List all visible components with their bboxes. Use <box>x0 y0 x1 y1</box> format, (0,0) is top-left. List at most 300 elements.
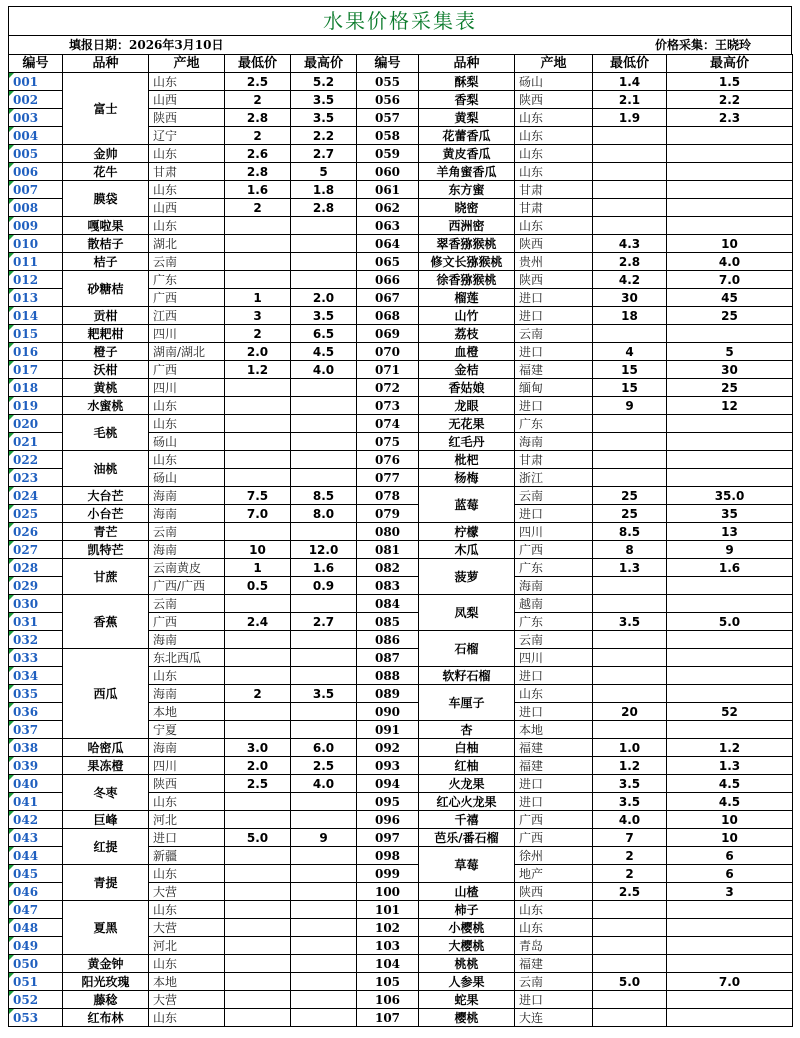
right-min-price-cell: 1.2 <box>593 757 667 775</box>
left-id-cell: 013 <box>9 289 63 307</box>
fill-date: 填报日期：2026年3月10日 <box>69 38 224 52</box>
right-min-price-cell: 2 <box>593 847 667 865</box>
left-origin-cell: 陕西 <box>149 109 225 127</box>
left-max-price-cell: 6.0 <box>291 739 357 757</box>
table-row <box>9 235 793 253</box>
right-variety-cell: 晓密 <box>419 199 515 217</box>
left-origin-cell: 海南 <box>149 685 225 703</box>
left-min-price-cell <box>225 253 291 271</box>
left-origin-cell: 山东 <box>149 73 225 91</box>
left-variety-cell: 沃柑 <box>63 361 149 379</box>
left-min-price-cell <box>225 793 291 811</box>
left-min-price-cell: 2 <box>225 325 291 343</box>
right-min-price-cell <box>593 1009 667 1027</box>
right-min-price-cell: 25 <box>593 487 667 505</box>
left-max-price-cell <box>291 415 357 433</box>
right-variety-cell: 车厘子 <box>419 685 515 721</box>
table-row <box>9 271 793 289</box>
table-row <box>9 379 793 397</box>
left-variety-cell: 桔子 <box>63 253 149 271</box>
table-row <box>9 541 793 559</box>
left-origin-cell: 宁夏 <box>149 721 225 739</box>
left-id-cell: 035 <box>9 685 63 703</box>
left-origin-cell: 湖南/湖北 <box>149 343 225 361</box>
left-id-cell: 026 <box>9 523 63 541</box>
right-origin-cell: 陕西 <box>515 883 593 901</box>
left-origin-cell: 山东 <box>149 397 225 415</box>
right-id-cell: 091 <box>357 721 419 739</box>
header-max-left: 最高价 <box>291 55 357 73</box>
right-variety-cell: 柠檬 <box>419 523 515 541</box>
right-id-cell: 094 <box>357 775 419 793</box>
right-max-price-cell <box>667 577 793 595</box>
right-max-price-cell: 45 <box>667 289 793 307</box>
left-variety-cell: 砂糖桔 <box>63 271 149 307</box>
right-min-price-cell: 8.5 <box>593 523 667 541</box>
right-max-price-cell <box>667 955 793 973</box>
right-max-price-cell: 4.0 <box>667 253 793 271</box>
right-id-cell: 106 <box>357 991 419 1009</box>
right-id-cell: 082 <box>357 559 419 577</box>
right-variety-cell: 东方蜜 <box>419 181 515 199</box>
right-min-price-cell <box>593 469 667 487</box>
right-variety-cell: 千禧 <box>419 811 515 829</box>
right-variety-cell: 杏 <box>419 721 515 739</box>
left-id-cell: 019 <box>9 397 63 415</box>
left-min-price-cell <box>225 235 291 253</box>
right-origin-cell: 贵州 <box>515 253 593 271</box>
left-id-cell: 043 <box>9 829 63 847</box>
left-id-cell: 017 <box>9 361 63 379</box>
right-id-cell: 060 <box>357 163 419 181</box>
left-id-cell: 053 <box>9 1009 63 1027</box>
right-max-price-cell: 35.0 <box>667 487 793 505</box>
table-row <box>9 955 793 973</box>
right-origin-cell: 福建 <box>515 739 593 757</box>
right-origin-cell: 陕西 <box>515 271 593 289</box>
right-origin-cell: 陕西 <box>515 91 593 109</box>
left-max-price-cell: 0.9 <box>291 577 357 595</box>
left-origin-cell: 广西 <box>149 289 225 307</box>
left-id-cell: 003 <box>9 109 63 127</box>
left-origin-cell: 海南 <box>149 487 225 505</box>
right-origin-cell: 云南 <box>515 973 593 991</box>
left-origin-cell: 山东 <box>149 451 225 469</box>
table-row <box>9 361 793 379</box>
right-max-price-cell: 1.2 <box>667 739 793 757</box>
right-max-price-cell: 6 <box>667 865 793 883</box>
left-variety-cell: 黄金钟 <box>63 955 149 973</box>
right-origin-cell: 进口 <box>515 775 593 793</box>
left-origin-cell: 山东 <box>149 217 225 235</box>
left-max-price-cell <box>291 379 357 397</box>
left-min-price-cell: 5.0 <box>225 829 291 847</box>
left-variety-cell: 果冻橙 <box>63 757 149 775</box>
left-max-price-cell: 12.0 <box>291 541 357 559</box>
left-min-price-cell <box>225 433 291 451</box>
right-min-price-cell: 2 <box>593 865 667 883</box>
right-variety-cell: 人参果 <box>419 973 515 991</box>
right-id-cell: 085 <box>357 613 419 631</box>
right-id-cell: 076 <box>357 451 419 469</box>
left-id-cell: 007 <box>9 181 63 199</box>
right-min-price-cell <box>593 145 667 163</box>
right-max-price-cell: 35 <box>667 505 793 523</box>
left-origin-cell: 砀山 <box>149 469 225 487</box>
table-row <box>9 901 793 919</box>
header-id-right: 编号 <box>357 55 419 73</box>
right-variety-cell: 荔枝 <box>419 325 515 343</box>
right-id-cell: 099 <box>357 865 419 883</box>
sheet-subheader <box>8 35 792 54</box>
right-origin-cell: 福建 <box>515 955 593 973</box>
left-min-price-cell <box>225 901 291 919</box>
right-origin-cell: 海南 <box>515 577 593 595</box>
right-min-price-cell <box>593 433 667 451</box>
right-min-price-cell: 8 <box>593 541 667 559</box>
right-origin-cell: 砀山 <box>515 73 593 91</box>
table-row <box>9 757 793 775</box>
right-id-cell: 072 <box>357 379 419 397</box>
right-id-cell: 092 <box>357 739 419 757</box>
right-max-price-cell: 10 <box>667 829 793 847</box>
left-max-price-cell <box>291 523 357 541</box>
left-max-price-cell: 8.0 <box>291 505 357 523</box>
left-id-cell: 050 <box>9 955 63 973</box>
right-origin-cell: 进口 <box>515 397 593 415</box>
left-min-price-cell <box>225 865 291 883</box>
right-origin-cell: 青岛 <box>515 937 593 955</box>
table-header-row <box>9 55 793 73</box>
right-id-cell: 084 <box>357 595 419 613</box>
left-max-price-cell: 2.0 <box>291 289 357 307</box>
right-max-price-cell <box>667 1009 793 1027</box>
left-variety-cell: 水蜜桃 <box>63 397 149 415</box>
right-origin-cell: 山东 <box>515 109 593 127</box>
left-origin-cell: 山东 <box>149 1009 225 1027</box>
right-min-price-cell: 4 <box>593 343 667 361</box>
left-origin-cell: 云南 <box>149 595 225 613</box>
right-min-price-cell <box>593 415 667 433</box>
left-origin-cell: 山西 <box>149 199 225 217</box>
right-variety-cell: 石榴 <box>419 631 515 667</box>
right-variety-cell: 黄梨 <box>419 109 515 127</box>
table-row <box>9 811 793 829</box>
right-variety-cell: 山楂 <box>419 883 515 901</box>
right-origin-cell: 云南 <box>515 325 593 343</box>
right-origin-cell: 越南 <box>515 595 593 613</box>
header-min-right: 最低价 <box>593 55 667 73</box>
right-id-cell: 061 <box>357 181 419 199</box>
right-max-price-cell: 2.2 <box>667 91 793 109</box>
left-max-price-cell: 5 <box>291 163 357 181</box>
right-origin-cell: 进口 <box>515 505 593 523</box>
right-id-cell: 087 <box>357 649 419 667</box>
right-id-cell: 090 <box>357 703 419 721</box>
right-max-price-cell <box>667 721 793 739</box>
right-variety-cell: 无花果 <box>419 415 515 433</box>
right-max-price-cell <box>667 163 793 181</box>
left-origin-cell: 山东 <box>149 955 225 973</box>
right-origin-cell: 缅甸 <box>515 379 593 397</box>
left-min-price-cell <box>225 955 291 973</box>
left-variety-cell: 藤稔 <box>63 991 149 1009</box>
left-id-cell: 029 <box>9 577 63 595</box>
left-id-cell: 045 <box>9 865 63 883</box>
left-min-price-cell <box>225 919 291 937</box>
right-id-cell: 098 <box>357 847 419 865</box>
left-max-price-cell: 2.2 <box>291 127 357 145</box>
left-min-price-cell: 7.5 <box>225 487 291 505</box>
right-origin-cell: 徐州 <box>515 847 593 865</box>
left-min-price-cell: 1 <box>225 559 291 577</box>
right-min-price-cell <box>593 649 667 667</box>
table-row <box>9 307 793 325</box>
left-max-price-cell: 2.5 <box>291 757 357 775</box>
left-origin-cell: 山东 <box>149 865 225 883</box>
right-max-price-cell <box>667 685 793 703</box>
table-row <box>9 1009 793 1027</box>
right-origin-cell: 山东 <box>515 127 593 145</box>
right-id-cell: 066 <box>357 271 419 289</box>
header-min-left: 最低价 <box>225 55 291 73</box>
left-min-price-cell <box>225 1009 291 1027</box>
right-origin-cell: 地产 <box>515 865 593 883</box>
right-max-price-cell <box>667 451 793 469</box>
left-origin-cell: 广西 <box>149 613 225 631</box>
left-origin-cell: 广西/广西 <box>149 577 225 595</box>
right-variety-cell: 龙眼 <box>419 397 515 415</box>
left-origin-cell: 本地 <box>149 703 225 721</box>
left-id-cell: 046 <box>9 883 63 901</box>
right-id-cell: 102 <box>357 919 419 937</box>
left-max-price-cell <box>291 433 357 451</box>
right-variety-cell: 柿子 <box>419 901 515 919</box>
left-id-cell: 016 <box>9 343 63 361</box>
right-max-price-cell <box>667 901 793 919</box>
left-variety-cell: 散桔子 <box>63 235 149 253</box>
left-max-price-cell <box>291 865 357 883</box>
right-origin-cell: 陕西 <box>515 235 593 253</box>
right-max-price-cell: 13 <box>667 523 793 541</box>
left-min-price-cell: 0.5 <box>225 577 291 595</box>
table-row <box>9 451 793 469</box>
table-row <box>9 649 793 667</box>
right-id-cell: 103 <box>357 937 419 955</box>
left-variety-cell: 红布林 <box>63 1009 149 1027</box>
left-max-price-cell <box>291 649 357 667</box>
right-variety-cell: 红毛丹 <box>419 433 515 451</box>
left-min-price-cell: 1 <box>225 289 291 307</box>
right-max-price-cell <box>667 991 793 1009</box>
left-variety-cell: 贡柑 <box>63 307 149 325</box>
left-max-price-cell: 2.7 <box>291 145 357 163</box>
right-min-price-cell <box>593 127 667 145</box>
right-min-price-cell <box>593 451 667 469</box>
left-variety-cell: 冬枣 <box>63 775 149 811</box>
left-max-price-cell: 5.2 <box>291 73 357 91</box>
left-origin-cell: 海南 <box>149 505 225 523</box>
left-id-cell: 023 <box>9 469 63 487</box>
left-max-price-cell: 3.5 <box>291 91 357 109</box>
left-max-price-cell <box>291 397 357 415</box>
left-min-price-cell: 2 <box>225 199 291 217</box>
right-id-cell: 077 <box>357 469 419 487</box>
left-max-price-cell: 4.0 <box>291 775 357 793</box>
right-id-cell: 056 <box>357 91 419 109</box>
left-variety-cell: 小台芒 <box>63 505 149 523</box>
left-max-price-cell: 2.8 <box>291 199 357 217</box>
right-variety-cell: 酥梨 <box>419 73 515 91</box>
right-max-price-cell: 30 <box>667 361 793 379</box>
left-id-cell: 033 <box>9 649 63 667</box>
right-origin-cell: 山东 <box>515 217 593 235</box>
left-min-price-cell <box>225 847 291 865</box>
right-min-price-cell <box>593 577 667 595</box>
right-max-price-cell: 1.6 <box>667 559 793 577</box>
right-origin-cell: 大连 <box>515 1009 593 1027</box>
left-min-price-cell: 2.8 <box>225 163 291 181</box>
right-min-price-cell <box>593 685 667 703</box>
right-id-cell: 069 <box>357 325 419 343</box>
left-min-price-cell: 3.0 <box>225 739 291 757</box>
right-origin-cell: 甘肃 <box>515 451 593 469</box>
right-id-cell: 078 <box>357 487 419 505</box>
right-min-price-cell <box>593 937 667 955</box>
left-max-price-cell: 3.5 <box>291 109 357 127</box>
left-max-price-cell: 4.5 <box>291 343 357 361</box>
left-max-price-cell <box>291 595 357 613</box>
left-variety-cell: 膜袋 <box>63 181 149 217</box>
left-variety-cell: 西瓜 <box>63 649 149 739</box>
right-id-cell: 089 <box>357 685 419 703</box>
right-id-cell: 057 <box>357 109 419 127</box>
right-variety-cell: 金桔 <box>419 361 515 379</box>
right-variety-cell: 火龙果 <box>419 775 515 793</box>
header-variety-right: 品种 <box>419 55 515 73</box>
right-variety-cell: 西洲密 <box>419 217 515 235</box>
left-origin-cell: 山东 <box>149 793 225 811</box>
right-origin-cell: 云南 <box>515 487 593 505</box>
right-max-price-cell <box>667 919 793 937</box>
right-min-price-cell <box>593 721 667 739</box>
right-id-cell: 079 <box>357 505 419 523</box>
left-id-cell: 018 <box>9 379 63 397</box>
table-row <box>9 505 793 523</box>
left-max-price-cell <box>291 217 357 235</box>
left-origin-cell: 云南黄皮 <box>149 559 225 577</box>
left-id-cell: 041 <box>9 793 63 811</box>
table-row <box>9 829 793 847</box>
left-id-cell: 037 <box>9 721 63 739</box>
right-min-price-cell: 3.5 <box>593 793 667 811</box>
right-origin-cell: 福建 <box>515 757 593 775</box>
right-max-price-cell <box>667 667 793 685</box>
left-origin-cell: 四川 <box>149 757 225 775</box>
left-min-price-cell <box>225 937 291 955</box>
right-max-price-cell: 52 <box>667 703 793 721</box>
left-max-price-cell <box>291 631 357 649</box>
right-origin-cell: 山东 <box>515 901 593 919</box>
table-row <box>9 487 793 505</box>
left-origin-cell: 甘肃 <box>149 163 225 181</box>
table-row <box>9 523 793 541</box>
right-max-price-cell <box>667 199 793 217</box>
left-min-price-cell: 1.2 <box>225 361 291 379</box>
left-max-price-cell: 2.7 <box>291 613 357 631</box>
left-id-cell: 011 <box>9 253 63 271</box>
table-row <box>9 739 793 757</box>
left-max-price-cell <box>291 235 357 253</box>
left-max-price-cell <box>291 955 357 973</box>
left-origin-cell: 陕西 <box>149 775 225 793</box>
right-min-price-cell <box>593 199 667 217</box>
table-row <box>9 73 793 91</box>
left-variety-cell: 青芒 <box>63 523 149 541</box>
left-origin-cell: 辽宁 <box>149 127 225 145</box>
right-id-cell: 081 <box>357 541 419 559</box>
left-variety-cell: 黄桃 <box>63 379 149 397</box>
right-max-price-cell: 5 <box>667 343 793 361</box>
right-max-price-cell <box>667 145 793 163</box>
left-origin-cell: 本地 <box>149 973 225 991</box>
left-id-cell: 038 <box>9 739 63 757</box>
right-min-price-cell <box>593 919 667 937</box>
right-max-price-cell <box>667 127 793 145</box>
left-min-price-cell: 3 <box>225 307 291 325</box>
right-id-cell: 101 <box>357 901 419 919</box>
right-min-price-cell <box>593 595 667 613</box>
left-origin-cell: 山东 <box>149 145 225 163</box>
left-max-price-cell <box>291 1009 357 1027</box>
right-origin-cell: 广东 <box>515 613 593 631</box>
right-min-price-cell: 18 <box>593 307 667 325</box>
left-origin-cell: 海南 <box>149 541 225 559</box>
left-id-cell: 012 <box>9 271 63 289</box>
left-id-cell: 021 <box>9 433 63 451</box>
left-origin-cell: 河北 <box>149 811 225 829</box>
left-variety-cell: 巨峰 <box>63 811 149 829</box>
right-min-price-cell: 7 <box>593 829 667 847</box>
right-id-cell: 055 <box>357 73 419 91</box>
left-min-price-cell <box>225 703 291 721</box>
right-origin-cell: 山东 <box>515 163 593 181</box>
left-origin-cell: 山东 <box>149 667 225 685</box>
left-min-price-cell <box>225 667 291 685</box>
left-id-cell: 034 <box>9 667 63 685</box>
left-max-price-cell <box>291 667 357 685</box>
right-min-price-cell: 9 <box>593 397 667 415</box>
left-origin-cell: 砀山 <box>149 433 225 451</box>
right-min-price-cell: 1.3 <box>593 559 667 577</box>
left-id-cell: 047 <box>9 901 63 919</box>
right-origin-cell: 浙江 <box>515 469 593 487</box>
left-variety-cell: 香蕉 <box>63 595 149 649</box>
right-max-price-cell: 6 <box>667 847 793 865</box>
left-min-price-cell <box>225 523 291 541</box>
left-id-cell: 009 <box>9 217 63 235</box>
left-min-price-cell: 10 <box>225 541 291 559</box>
left-variety-cell: 甘蔗 <box>63 559 149 595</box>
left-id-cell: 008 <box>9 199 63 217</box>
right-variety-cell: 枇杷 <box>419 451 515 469</box>
right-variety-cell: 徐香猕猴桃 <box>419 271 515 289</box>
left-min-price-cell: 2.5 <box>225 73 291 91</box>
left-origin-cell: 海南 <box>149 739 225 757</box>
left-origin-cell: 广西 <box>149 361 225 379</box>
right-origin-cell: 广东 <box>515 415 593 433</box>
right-max-price-cell <box>667 649 793 667</box>
